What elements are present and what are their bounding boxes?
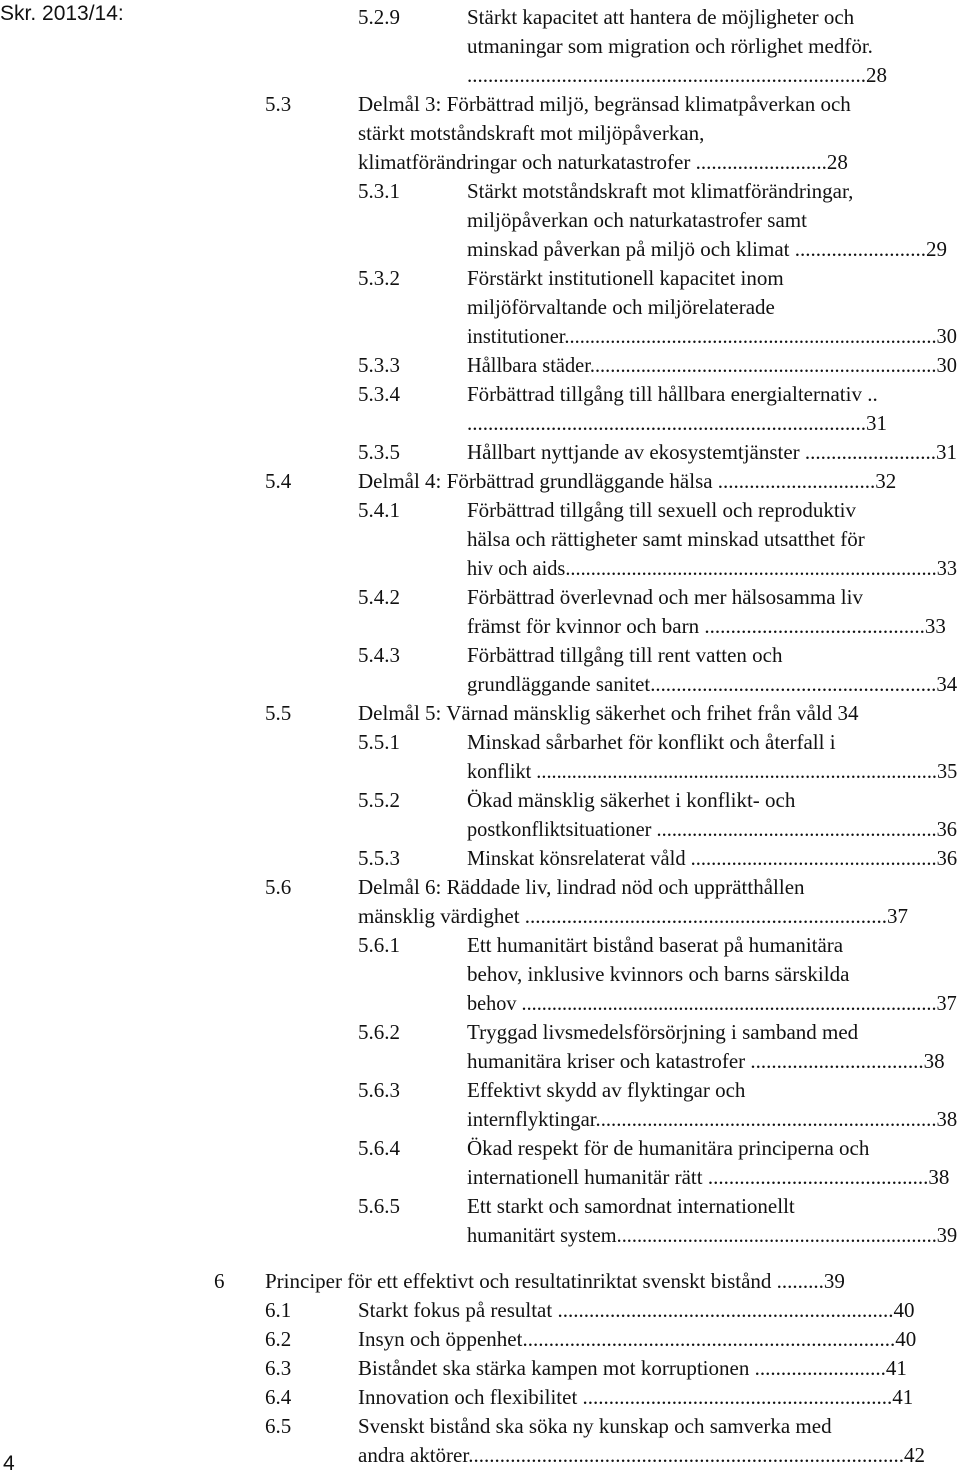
toc-entry[interactable] <box>214 1267 957 1296</box>
toc-entry-number: 5.4.1 <box>358 498 400 522</box>
toc-entry-number: 5.3 <box>265 92 292 116</box>
toc-entry-text: stärkt motståndskraft mot miljöpåverkan, <box>358 121 705 145</box>
toc-entry-text: Förbättrad tillgång till rent vatten och <box>467 643 783 667</box>
toc-entry-number: 6.4 <box>265 1385 292 1409</box>
toc-entry-text: ............................................................................31 <box>467 411 887 435</box>
toc-entry-number: 5.6.4 <box>358 1136 400 1160</box>
toc-entry-text: Förbättrad tillgång till hållbara energialternativ .. <box>467 382 878 406</box>
toc-entry-number: 6.1 <box>265 1298 292 1322</box>
toc-entry-text: behov ..................................................................................37 <box>467 991 957 1015</box>
toc-entry-text: Delmål 5: Värnad mänsklig säkerhet och frihet från våld 34 <box>358 701 859 725</box>
toc-entry-text: Delmål 3: Förbättrad miljö, begränsad klimatpåverkan och <box>358 92 851 116</box>
toc-entry-number: 5.6.1 <box>358 933 400 957</box>
toc-entry-text: miljöförvaltande och miljörelaterade <box>467 295 775 319</box>
toc-entry[interactable] <box>358 641 957 699</box>
toc-entry[interactable] <box>265 1412 957 1470</box>
toc-entry-text: Delmål 4: Förbättrad grundläggande hälsa ..............................32 <box>358 469 897 493</box>
toc-entry-number: 5.5 <box>265 701 292 725</box>
toc-entry-text: Delmål 6: Räddade liv, lindrad nöd och upprätthållen <box>358 875 805 899</box>
toc-entry-text: Stärkt kapacitet att hantera de möjligheter och <box>467 5 855 29</box>
toc-entry-text: Förstärkt institutionell kapacitet inom <box>467 266 784 290</box>
toc-entry-text: Stärkt motståndskraft mot klimatförändringar, <box>467 179 854 203</box>
toc-entry-number: 5.3.4 <box>358 382 400 406</box>
toc-entry-number: 5.6.2 <box>358 1020 400 1044</box>
toc-entry-number: 5.5.1 <box>358 730 400 754</box>
toc-entry-number: 6.3 <box>265 1356 292 1380</box>
toc-entry-text: institutioner.........................................................................30 <box>467 324 957 348</box>
toc-entry[interactable] <box>265 1354 957 1383</box>
toc-entry-text: Effektivt skydd av flyktingar och <box>467 1078 746 1102</box>
toc-entry[interactable] <box>358 1076 957 1134</box>
toc-entry-text: Ett starkt och samordnat internationellt <box>467 1194 795 1218</box>
toc-entry[interactable] <box>358 728 957 786</box>
toc-entry[interactable] <box>265 699 957 728</box>
toc-entry-text: grundläggande sanitet.......................................................34 <box>467 672 958 696</box>
toc-entry-text: humanitärt system...............................................................39 <box>467 1223 958 1247</box>
toc-entry[interactable] <box>265 1325 957 1354</box>
toc-entry[interactable] <box>358 1192 957 1250</box>
toc-entry-number: 5.6.3 <box>358 1078 400 1102</box>
toc-entry-number: 5.3.5 <box>358 440 400 464</box>
toc-entry-number: 5.5.2 <box>358 788 400 812</box>
toc-entry-text: Förbättrad överlevnad och mer hälsosamma liv <box>467 585 863 609</box>
toc-entry-text: Principer för ett effektivt och resultatinriktat svenskt bistånd .........39 <box>265 1269 845 1293</box>
toc-entry-text: Ett humanitärt bistånd baserat på humanitära <box>467 933 844 957</box>
toc-entry-text: miljöpåverkan och naturkatastrofer samt <box>467 208 807 232</box>
toc-entry-text: hälsa och rättigheter samt minskad utsatthet för <box>467 527 865 551</box>
toc-entry-text: ............................................................................28 <box>467 63 887 87</box>
toc-entry-number: 5.2.9 <box>358 5 400 29</box>
toc-entry-text: internationell humanitär rätt ..........................................38 <box>467 1165 950 1189</box>
toc-entry[interactable] <box>358 3 957 90</box>
toc-entry-text: andra aktörer...................................................................................42 <box>358 1443 925 1467</box>
toc-entry-text: Starkt fokus på resultat ................................................................40 <box>358 1298 915 1322</box>
toc-entry[interactable] <box>358 844 957 873</box>
toc-entry[interactable] <box>358 177 957 264</box>
toc-entry[interactable] <box>358 1134 957 1192</box>
toc-entry-number: 5.4.2 <box>358 585 400 609</box>
toc-entry-text: Minskat könsrelaterat våld ................................................36 <box>467 846 958 870</box>
toc-entry-number: 5.4 <box>265 469 292 493</box>
toc-entry-number: 5.5.3 <box>358 846 400 870</box>
toc-entry[interactable] <box>265 90 957 177</box>
toc-entry[interactable] <box>265 1383 957 1412</box>
toc-entry-text: Hållbara städer....................................................................30 <box>467 353 957 377</box>
toc-entry-text: internflyktingar..................................................................38 <box>467 1107 958 1131</box>
toc-entry-text: klimatförändringar och naturkatastrofer .........................28 <box>358 150 848 174</box>
toc-entry-text: Ökad mänsklig säkerhet i konflikt- och <box>467 788 796 812</box>
toc-entry[interactable] <box>265 1296 957 1325</box>
toc-entry[interactable] <box>358 1018 957 1076</box>
toc-entry-number: 5.3.3 <box>358 353 400 377</box>
toc-entry-text: Förbättrad tillgång till sexuell och reproduktiv <box>467 498 857 522</box>
toc-entry-text: Insyn och öppenhet.......................................................................40 <box>358 1327 917 1351</box>
toc-entry-text: konflikt ...............................................................................35 <box>467 759 958 783</box>
toc-entry[interactable] <box>358 264 957 351</box>
toc-entry-text: utmaningar som migration och rörlighet medför. <box>467 34 873 58</box>
toc-entry-text: hiv och aids.........................................................................33 <box>467 556 958 580</box>
page-number: 4 <box>3 1452 15 1475</box>
toc-entry-text: Hållbart nyttjande av ekosystemtjänster .........................31 <box>467 440 958 464</box>
toc-entry-number: 5.3.1 <box>358 179 400 203</box>
toc-entry[interactable] <box>265 467 957 496</box>
toc-entry-text: främst för kvinnor och barn ..........................................33 <box>467 614 946 638</box>
toc-entry-text: Ökad respekt för de humanitära principerna och <box>467 1136 870 1160</box>
toc-entry-number: 5.6 <box>265 875 292 899</box>
toc-entry-text: behov, inklusive kvinnors och barns särskilda <box>467 962 850 986</box>
document-reference: Skr. 2013/14: <box>0 2 124 25</box>
toc-entry-number: 5.4.3 <box>358 643 400 667</box>
toc-entry-text: Innovation och flexibilitet ...........................................................41 <box>358 1385 914 1409</box>
toc-entry[interactable] <box>358 786 957 844</box>
toc-entry-text: Tryggad livsmedelsförsörjning i samband med <box>467 1020 859 1044</box>
toc-entry-text: humanitära kriser och katastrofer .................................38 <box>467 1049 945 1073</box>
toc-entry[interactable] <box>358 496 957 583</box>
toc-entry-text: Biståndet ska stärka kampen mot korruptionen .........................41 <box>358 1356 907 1380</box>
toc-entry-number: 6 <box>214 1269 225 1293</box>
toc-entry-number: 6.5 <box>265 1414 292 1438</box>
toc-entry[interactable] <box>358 380 957 438</box>
toc-entry-number: 5.3.2 <box>358 266 400 290</box>
toc-entry[interactable] <box>358 438 957 467</box>
toc-entry[interactable] <box>358 931 957 1018</box>
toc-entry-number: 6.2 <box>265 1327 292 1351</box>
toc-entry-number: 5.6.5 <box>358 1194 400 1218</box>
toc-entry-text: postkonfliktsituationer .......................................................36 <box>467 817 958 841</box>
toc-entry[interactable] <box>265 873 957 931</box>
toc-entry-text: Minskad sårbarhet för konflikt och återfall i <box>467 730 836 754</box>
toc-entry-text: Svenskt bistånd ska söka ny kunskap och samverka med <box>358 1414 832 1438</box>
toc-entry-text: mänsklig värdighet .....................................................................37 <box>358 904 909 928</box>
toc-entry-text: minskad påverkan på miljö och klimat .........................29 <box>467 237 948 261</box>
toc-entry[interactable] <box>358 351 957 380</box>
toc-entry[interactable] <box>358 583 957 641</box>
